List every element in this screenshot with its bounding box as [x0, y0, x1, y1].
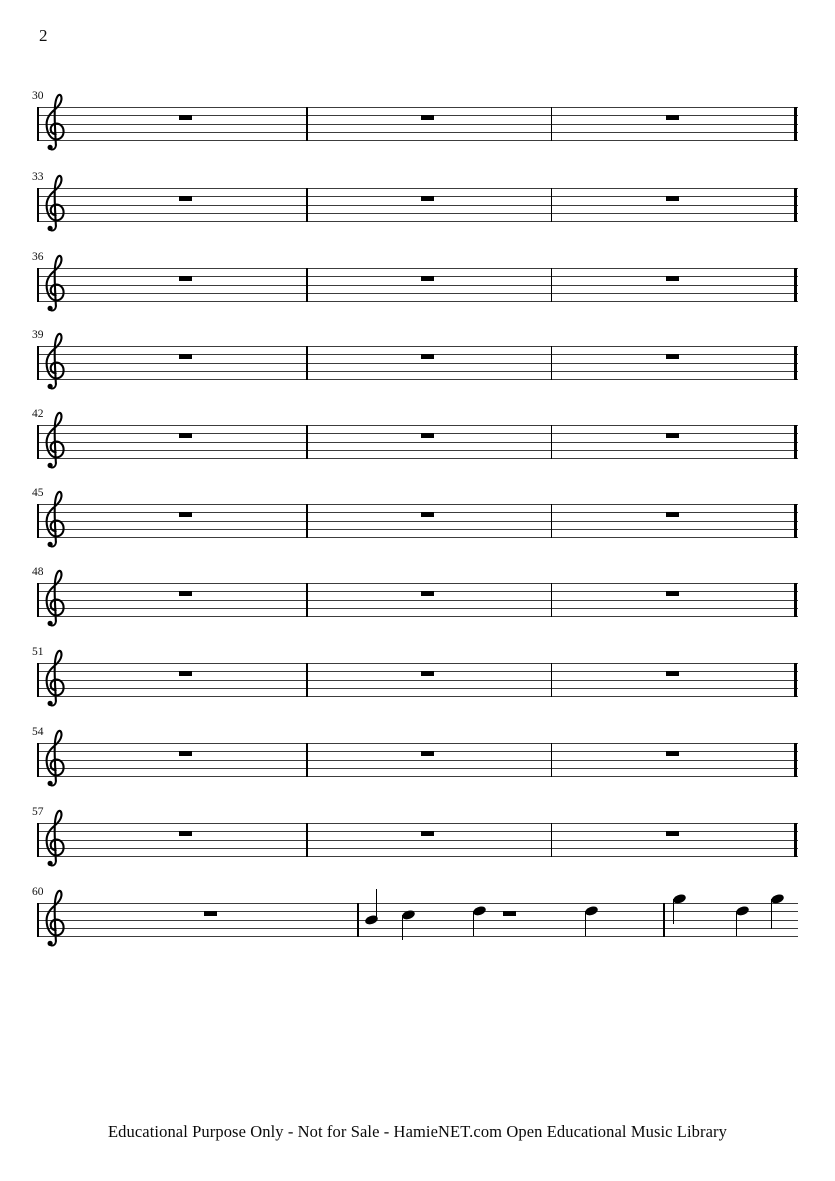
whole-rest — [666, 115, 679, 120]
staff-line — [37, 276, 798, 277]
note-stem — [673, 899, 675, 924]
page-number: 2 — [39, 26, 48, 45]
system-end-barline — [794, 743, 797, 777]
whole-rest — [421, 591, 434, 596]
barline — [306, 743, 308, 777]
whole-rest — [179, 196, 192, 201]
measure-number: 57 — [32, 806, 44, 818]
staff-line — [37, 768, 798, 769]
note-stem — [736, 911, 738, 936]
whole-rest — [179, 276, 192, 281]
system-start-barline — [37, 346, 39, 380]
barline — [551, 425, 553, 459]
system-start-barline — [37, 903, 39, 937]
staff-line — [37, 124, 798, 125]
staff-line — [37, 213, 798, 214]
system-end-barline — [794, 663, 797, 697]
barline — [663, 903, 665, 937]
system-start-barline — [37, 743, 39, 777]
note-stem — [585, 911, 587, 936]
barline — [551, 663, 553, 697]
barline — [306, 425, 308, 459]
whole-rest — [421, 115, 434, 120]
staff-line — [37, 268, 798, 269]
staff-line — [37, 301, 798, 302]
staff-line — [37, 529, 798, 530]
barline — [306, 663, 308, 697]
staff-line — [37, 379, 798, 380]
system-start-barline — [37, 504, 39, 538]
whole-rest — [666, 354, 679, 359]
measure-number: 54 — [32, 726, 44, 738]
treble-clef-icon — [45, 569, 65, 629]
system-start-barline — [37, 188, 39, 222]
staff-line — [37, 504, 798, 505]
whole-rest — [179, 831, 192, 836]
system-end-barline — [794, 425, 797, 459]
whole-rest — [421, 276, 434, 281]
staff-line — [37, 936, 798, 937]
whole-rest — [421, 512, 434, 517]
barline — [306, 188, 308, 222]
whole-rest — [666, 512, 679, 517]
treble-clef-icon — [45, 490, 65, 550]
staff-line — [37, 512, 798, 513]
staff-line — [37, 363, 798, 364]
treble-clef-icon — [45, 254, 65, 314]
system-end-barline — [794, 823, 797, 857]
measure-number: 36 — [32, 251, 44, 263]
system-end-barline — [794, 504, 797, 538]
staff-line — [37, 600, 798, 601]
whole-rest — [421, 671, 434, 676]
treble-clef-icon — [45, 729, 65, 789]
staff-line — [37, 354, 798, 355]
staff-line — [37, 751, 798, 752]
barline — [551, 346, 553, 380]
treble-clef-icon — [45, 809, 65, 869]
barline — [551, 743, 553, 777]
system-end-barline — [794, 346, 797, 380]
barline — [306, 346, 308, 380]
staff-line — [37, 188, 798, 189]
barline — [306, 268, 308, 302]
staff-line — [37, 688, 798, 689]
system-end-barline — [794, 583, 797, 617]
measure-number: 60 — [32, 886, 44, 898]
staff-line — [37, 840, 798, 841]
system-start-barline — [37, 583, 39, 617]
staff-line — [37, 371, 798, 372]
staff-line — [37, 776, 798, 777]
staff-line — [37, 346, 798, 347]
barline — [551, 583, 553, 617]
staff-line — [37, 591, 798, 592]
staff-line — [37, 442, 798, 443]
staff-line — [37, 760, 798, 761]
staff-line — [37, 433, 798, 434]
staff-line — [37, 911, 798, 912]
barline — [551, 188, 553, 222]
system-start-barline — [37, 425, 39, 459]
system-end-barline — [794, 268, 797, 302]
staff-line — [37, 848, 798, 849]
whole-rest — [421, 354, 434, 359]
whole-rest — [666, 433, 679, 438]
staff-line — [37, 831, 798, 832]
staff-line — [37, 920, 798, 921]
barline — [551, 268, 553, 302]
staff-line — [37, 425, 798, 426]
measure-number: 48 — [32, 566, 44, 578]
staff-line — [37, 743, 798, 744]
whole-rest — [666, 671, 679, 676]
treble-clef-icon — [45, 332, 65, 392]
staff-line — [37, 616, 798, 617]
staff-line — [37, 132, 798, 133]
staff-line — [37, 458, 798, 459]
whole-rest — [179, 751, 192, 756]
staff-line — [37, 680, 798, 681]
staff-line — [37, 285, 798, 286]
note-stem — [473, 911, 475, 936]
system-start-barline — [37, 107, 39, 141]
staff-line — [37, 293, 798, 294]
staff-line — [37, 583, 798, 584]
staff-line — [37, 608, 798, 609]
barline — [306, 504, 308, 538]
measure-number: 42 — [32, 408, 44, 420]
measure-number: 33 — [32, 171, 44, 183]
whole-rest — [179, 512, 192, 517]
system-end-barline — [794, 188, 797, 222]
footer-text: Educational Purpose Only - Not for Sale - HamieNET.com Open Educational Music Library — [108, 1122, 727, 1141]
barline — [551, 107, 553, 141]
whole-rest — [666, 591, 679, 596]
whole-rest — [421, 433, 434, 438]
staff-line — [37, 537, 798, 538]
barline — [551, 823, 553, 857]
whole-rest — [421, 751, 434, 756]
staff-line — [37, 903, 798, 904]
whole-rest — [179, 354, 192, 359]
whole-rest — [666, 196, 679, 201]
staff-line — [37, 928, 798, 929]
staff-line — [37, 663, 798, 664]
whole-rest — [204, 911, 217, 916]
staff-line — [37, 450, 798, 451]
whole-rest — [421, 196, 434, 201]
staff-line — [37, 115, 798, 116]
measure-number: 39 — [32, 329, 44, 341]
barline — [306, 583, 308, 617]
system-start-barline — [37, 823, 39, 857]
whole-rest — [421, 831, 434, 836]
staff-line — [37, 823, 798, 824]
note-stem — [376, 889, 378, 920]
staff-line — [37, 107, 798, 108]
measure-number: 51 — [32, 646, 44, 658]
staff-line — [37, 196, 798, 197]
treble-clef-icon — [45, 93, 65, 153]
whole-rest — [179, 433, 192, 438]
whole-rest — [179, 115, 192, 120]
note-stem — [402, 915, 404, 940]
whole-rest — [666, 276, 679, 281]
system-start-barline — [37, 663, 39, 697]
treble-clef-icon — [45, 174, 65, 234]
system-start-barline — [37, 268, 39, 302]
treble-clef-icon — [45, 649, 65, 709]
barline — [357, 903, 359, 937]
treble-clef-icon — [45, 411, 65, 471]
whole-rest — [503, 911, 516, 916]
whole-rest — [179, 591, 192, 596]
staff-line — [37, 671, 798, 672]
staff-line — [37, 221, 798, 222]
whole-rest — [666, 831, 679, 836]
barline — [551, 504, 553, 538]
measure-number: 45 — [32, 487, 44, 499]
system-end-barline — [794, 107, 797, 141]
note-stem — [771, 899, 773, 929]
barline — [306, 107, 308, 141]
staff-line — [37, 140, 798, 141]
staff-line — [37, 856, 798, 857]
treble-clef-icon — [45, 889, 65, 949]
staff-line — [37, 521, 798, 522]
staff-line — [37, 205, 798, 206]
measure-number: 30 — [32, 90, 44, 102]
whole-rest — [179, 671, 192, 676]
whole-rest — [666, 751, 679, 756]
barline — [306, 823, 308, 857]
staff-line — [37, 696, 798, 697]
